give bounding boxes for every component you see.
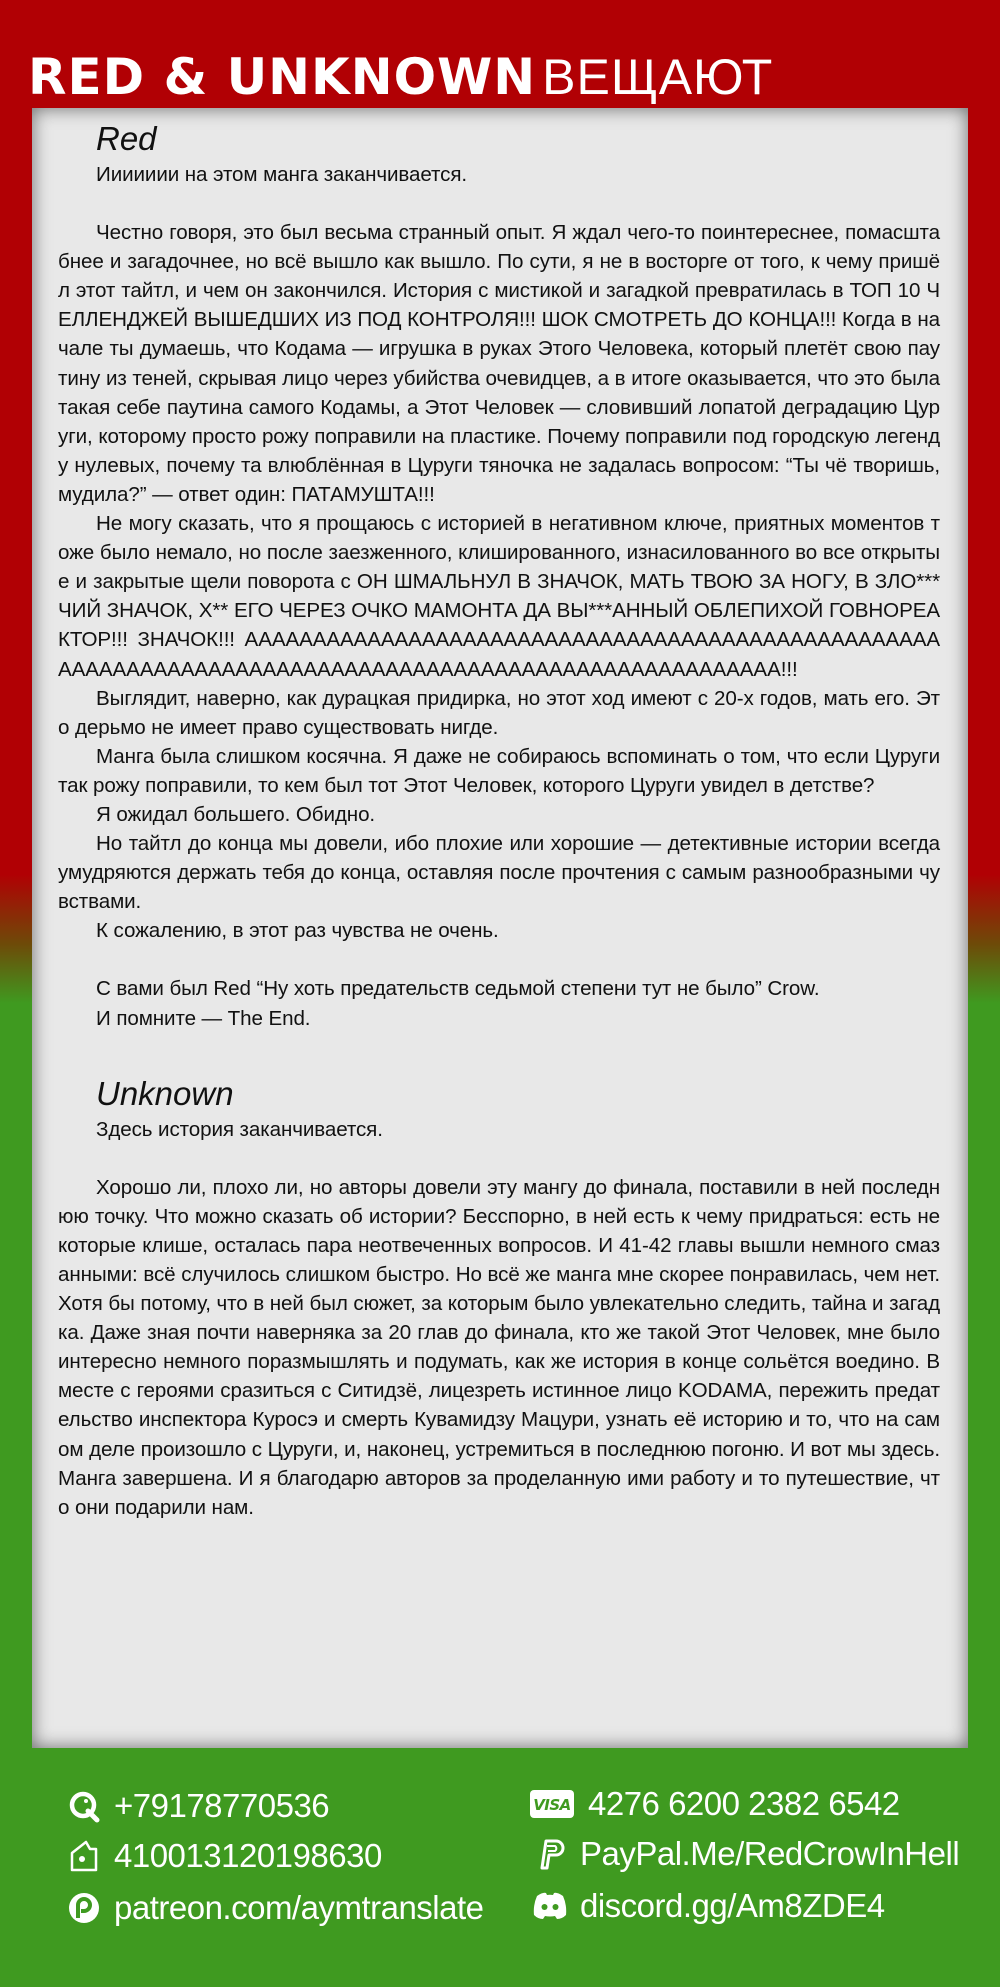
yandex-number: 410013120198630 [114,1837,382,1874]
red-signoff: С вами был Red “Ну хоть предательств седьмой степени тут не было” Crow. [96,977,820,1001]
red-paragraph: Выглядит, наверно, как дурацкая придирка, но этот ход имеют с 20-х годов, мать его. Это дерьмо не имеет право существовать нигде. [58,686,940,739]
contact-yandex-money[interactable] [66,1834,382,1878]
red-paragraph: К сожалению, в этот раз чувства не очень. [96,919,499,943]
red-paragraph: Я ожидал большего. Обидно. [96,802,376,826]
red-paragraph: Манга была слишком косячна. Я даже не собираюсь вспоминать о том, что если Цуруги так рожу поправили, то кем был тот Этот Человек, которого Цуруги увидел в детстве? [58,744,940,797]
visa-number: 4276 6200 2382 6542 [588,1785,900,1822]
red-paragraph: Но тайтл до конца мы довели, ибо плохие или хорошие — детективные истории всегда умудряются держать тебя до конца, оставляя после прочтения с самым разнообразными чувствами. [58,832,940,914]
patreon-icon [66,1890,102,1926]
contact-visa[interactable] [528,1782,900,1826]
spacer [58,1144,940,1173]
contact-patreon[interactable] [66,1886,484,1930]
contact-paypal[interactable] [532,1832,959,1876]
svg-text:VISA: VISA [533,1796,571,1814]
text-panel [32,108,968,1748]
author-red: Red [96,120,157,157]
red-paragraph: Не могу сказать, что я прощаюсь с историей в негативном ключе, приятных моментов тоже было немало, но после заезженного, клишированного, изнасилованного во все открытые и закрытые щели поворота с ОН ШМАЛЬНУЛ В ЗНАЧОК, МАТЬ ТВОЮ ЗА НОГУ, В ЗЛО***ЧИЙ ЗНАЧОК, Х** ЕГО ЧЕРЕЗ ОЧКО МАМОНТА ДА ВЫ***АННЫЙ ОБЛЕПИХОЙ ГОВНОРЕАКТОР!!! ЗНАЧОК!!! АААААААААААААААААААААААААААААААААААААААААААААААААААААААААААААААААААААААААААААААААААААААААААААААААААААААА!!! [58,512,940,681]
header-title-bold: RED & UNKNOWN [28,48,537,106]
spacer [58,189,940,218]
discord-link: discord.gg/Am8ZDE4 [580,1887,885,1924]
patreon-link: patreon.com/aymtranslate [114,1889,484,1926]
yandex-money-icon [66,1838,102,1874]
contacts-footer [0,1768,1000,1968]
unknown-paragraph: Хорошо ли, плохо ли, но авторы довели эту мангу до финала, поставили в ней последнюю точку. Что можно сказать об истории? Бесспорно, в ней есть к чему придраться: есть некоторые клише, осталась пара неотвеченных вопросов. И 41-42 главы вышли немного смазанными: всё случилось слишком быстро. Но всё же манга мне скорее понравилась, чем нет. Хотя бы потому, что в ней был сюжет, за которым было увлекательно следить, тайна и загадка. Даже зная почти наверняка за 20 глав до финала, кто же такой Этот Человек, мне было интересно немного поразмышлять и подумать, как же история в конце сольётся воедино. Вместе с героями сразиться с Ситидзё, лицезреть истинное лицо KODAMA, пережить предательство инспектора Куросэ и смерть Кувамидзу Мацури, узнать её историю и то, что на самом деле произошло с Цуруги, и, наконец, устремиться в последнюю погоню. И вот мы здесь. Манга завершена. И я благодарю авторов за проделанную ими работу и то путешествие, что они подарили нам. [58,1175,940,1519]
spacer [58,945,940,974]
contact-discord[interactable] [532,1884,885,1928]
red-intro: Иииииии на этом манга заканчивается. [96,163,468,186]
paypal-icon [532,1836,568,1872]
page-header [28,46,972,108]
paypal-link: PayPal.Me/RedCrowInHell [580,1835,960,1872]
qiwi-icon [66,1788,102,1824]
discord-icon [532,1888,568,1924]
unknown-intro: Здесь история заканчивается. [96,1117,383,1141]
contact-qiwi[interactable] [66,1784,329,1828]
author-unknown: Unknown [96,1074,234,1112]
header-title-light: ВЕЩАЮТ [542,49,774,105]
red-paragraph: Честно говоря, это был весьма странный опыт. Я ждал чего-то поинтереснее, помасштабнее и загадочнее, но всё вышло как вышло. По сути, я не в восторге от того, к чему пришёл этот тайтл, и чем он закончился. История с мистикой и загадкой превратилась в ТОП 10 ЧЕЛЛЕНДЖЕЙ ВЫШЕДШИХ ИЗ ПОД КОНТРОЛЯ!!! ШОК СМОТРЕТЬ ДО КОНЦА!!! Когда в начале ты думаешь, что Кодама — игрушка в руках Этого Человека, который плетёт свою паутину из теней, скрывая лицо через убийства очевидцев, а в итоге оказывается, что это была такая себе паутина самого Кодамы, а Этот Человек — словивший лопатой деградацию Цуруги, которому просто рожу поправили на пластике. Почему поправили под городскую легенду нулевых, почему та влюблённая в Цуруги тяночка не задалась вопросом: “Ты чё творишь, мудила?” — ответ один: ПАТАМУШТА!!! [58,221,940,506]
qiwi-number: +79178770536 [114,1787,330,1824]
red-signoff: И помните — The End. [96,1006,311,1030]
visa-card-icon [528,1786,576,1822]
